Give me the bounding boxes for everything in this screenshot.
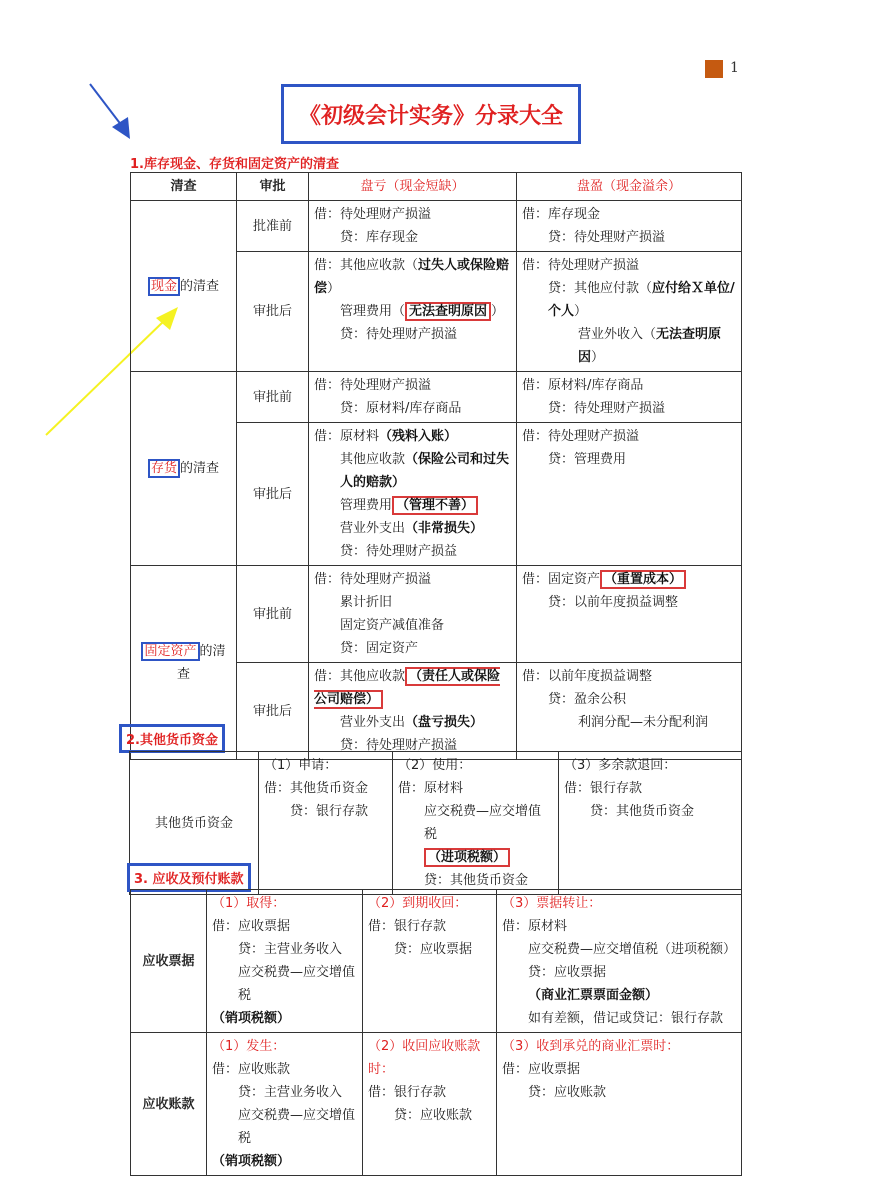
document-title: 《初级会计实务》分录大全 xyxy=(281,84,581,144)
page-number: 1 xyxy=(730,60,739,76)
inventory-before-label: 审批前 xyxy=(237,372,309,423)
fixed-asset-before-gain: 借：固定资产 （重置成本） 贷：以前年度损益调整 xyxy=(517,566,742,663)
other-funds-label: 其他货币资金 xyxy=(130,752,259,895)
header-check: 清查 xyxy=(131,173,237,201)
cash-before-gain: 借：库存现金 贷：待处理财产损溢 xyxy=(517,201,742,252)
cash-before-label: 批准前 xyxy=(237,201,309,252)
fixed-asset-after-label: 审批后 xyxy=(237,663,309,760)
header-approval: 审批 xyxy=(237,173,309,201)
other-funds-apply: （1）申请： 借：其他货币资金 贷：银行存款 xyxy=(259,752,393,895)
notes-transfer: （3）票据转让： 借：原材料 应交税费—应交增值税（进项税额） 贷：应收票据（商业汇票票面金额） 如有差额，借记或贷记：银行存款 xyxy=(497,890,742,1033)
inventory-before-loss: 借：待处理财产损溢 贷：原材料/库存商品 xyxy=(309,372,517,423)
fixed-asset-before-label: 审批前 xyxy=(237,566,309,663)
notes-receivable-label: 应收票据 xyxy=(131,890,207,1033)
notes-acquire: （1）取得： 借：应收票据 贷：主营业务收入 应交税费—应交增值税 （销项税额） xyxy=(207,890,363,1033)
inventory-after-gain: 借：待处理财产损溢 贷：管理费用 xyxy=(517,423,742,566)
inventory-check-label: 存货 的清查 xyxy=(131,372,237,566)
inventory-before-gain: 借：原材料/库存商品 贷：待处理财产损溢 xyxy=(517,372,742,423)
notes-maturity: （2）到期收回： 借：银行存款 贷：应收票据 xyxy=(363,890,497,1033)
ar-collect: （2）收回应收账款时： 借：银行存款 贷：应收账款 xyxy=(363,1033,497,1176)
ar-occur: （1）发生： 借：应收账款 贷：主营业务收入 应交税费—应交增值税 （销项税额） xyxy=(207,1033,363,1176)
blue-arrow-icon xyxy=(90,84,122,126)
fixed-asset-after-gain: 借：以前年度损益调整 贷：盈余公积 利润分配—未分配利润 xyxy=(517,663,742,760)
cash-before-loss: 借：待处理财产损溢 贷：库存现金 xyxy=(309,201,517,252)
fixed-asset-check-label: 固定资产 的清查 xyxy=(131,566,237,760)
section-3-heading: 3. 应收及预付账款 xyxy=(127,863,251,892)
cash-after-label: 审批后 xyxy=(237,252,309,372)
section-1-heading: 1.库存现金、存货和固定资产的清查 xyxy=(130,157,339,172)
cash-check-label: 现金 的清查 xyxy=(131,201,237,372)
inventory-after-label: 审批后 xyxy=(237,423,309,566)
ar-bill-received: （3）收到承兑的商业汇票时： 借：应收票据 贷：应收账款 xyxy=(497,1033,742,1176)
other-funds-refund: （3）多余款退回： 借：银行存款 贷：其他货币资金 xyxy=(559,752,742,895)
fixed-asset-after-loss: 借：其他应收款 （责任人或保险公司赔偿） 营业外支出（盘亏损失） 贷：待处理财产损溢 xyxy=(309,663,517,760)
inventory-count-table xyxy=(130,172,742,760)
section-2-heading: 2.其他货币资金 xyxy=(119,724,225,753)
fixed-asset-before-loss: 借：待处理财产损溢 累计折旧 固定资产减值准备 贷：固定资产 xyxy=(309,566,517,663)
other-funds-use: （2）使用： 借：原材料 应交税费—应交增值税 （进项税额） 贷：其他货币资金 xyxy=(393,752,559,895)
header-loss: 盘亏（现金短缺） xyxy=(309,173,517,201)
inventory-after-loss: 借：原材料（残料入账） 其他应收款（保险公司和过失人的赔款） 管理费用 （管理不善） 营业外支出（非常损失） 贷：待处理财产损益 xyxy=(309,423,517,566)
receivables-table xyxy=(130,889,742,1176)
blue-arrowhead-icon xyxy=(112,117,130,139)
accounts-receivable-label: 应收账款 xyxy=(131,1033,207,1176)
cash-after-loss: 借：其他应收款（过失人或保险赔偿） 管理费用（ 无法查明原因 ） 贷：待处理财产损溢 xyxy=(309,252,517,372)
header-gain: 盘盈（现金溢余） xyxy=(517,173,742,201)
page-number-marker xyxy=(705,60,723,78)
cash-after-gain: 借：待处理财产损溢 贷：其他应付款（应付给Ｘ单位/个人） 营业外收入（无法查明原因） xyxy=(517,252,742,372)
